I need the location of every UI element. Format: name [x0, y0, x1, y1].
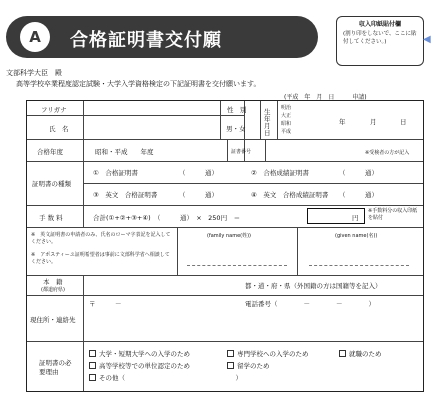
reason-study-abroad-checkbox[interactable]: [227, 362, 234, 369]
phone-number[interactable]: 電話番号（ － － ）: [245, 300, 375, 308]
reason-university-checkbox[interactable]: [89, 350, 96, 357]
birth-month-unit: 月: [370, 118, 377, 126]
application-form: [26, 100, 424, 392]
gender-label: 性 別: [227, 106, 247, 114]
reason-university-label: 大学・短期大学への入学のため: [99, 350, 190, 358]
reason-credit-checkbox[interactable]: [89, 362, 96, 369]
gender-options[interactable]: 男・女: [226, 125, 246, 133]
postal-code[interactable]: 〒 －: [89, 300, 122, 308]
given-name-label: (given name(名)): [335, 233, 378, 239]
reason-employment-label: 就職のため: [349, 350, 382, 358]
domicile-label: 本 籍: [43, 278, 63, 286]
certificate-type-label: 証明書の種類: [32, 180, 71, 188]
application-date: (平成 年 月 日 申請): [284, 94, 367, 101]
cert-option-2-count[interactable]: （ 通）: [339, 169, 378, 177]
domicile-sublabel: (都道府県): [41, 287, 65, 293]
fee-formula: 合計(①+②+③+④) （ 通） × 250円 ＝: [93, 214, 241, 222]
reason-label: 証明書の必要理由: [39, 359, 72, 377]
cert-option-2[interactable]: ② 合格成績証明書: [251, 169, 309, 177]
given-name-field[interactable]: [309, 265, 409, 266]
english-note-2: ※ アポスティーユ証明希望者は事前に文部科学省へ相談してください。: [31, 252, 170, 265]
domicile-value[interactable]: 都・道・府・県（外国籍の方は国籍等を記入）: [245, 282, 382, 290]
stamp-box-title: 収入印紙貼付欄: [358, 21, 401, 28]
pass-year-value[interactable]: 昭和・平成 年度: [95, 148, 154, 156]
birth-day-unit: 日: [400, 118, 407, 126]
certificate-number-note: ※受検者の方が記入: [365, 150, 410, 156]
furigana-label: フリガナ: [41, 106, 67, 114]
family-name-label: (family name(姓)): [207, 233, 252, 239]
section-letter-badge: A: [20, 22, 50, 52]
name-label: 氏 名: [49, 125, 69, 133]
era-taisho[interactable]: 大正: [281, 113, 292, 119]
reason-other-checkbox[interactable]: [89, 374, 96, 381]
fee-note: ※手数料分の収入印紙を貼付: [368, 208, 418, 221]
fee-label: 手 数 料: [39, 214, 63, 222]
era-showa[interactable]: 昭和: [281, 121, 292, 127]
certificate-number-label: 証書番号: [231, 149, 252, 155]
reason-employment-checkbox[interactable]: [339, 350, 346, 357]
era-heisei[interactable]: 平成: [281, 129, 292, 135]
stamp-box-note: (割り印をしないで、ここに貼付してください。): [343, 31, 417, 45]
reason-credit-label: 高等学校等での単位認定のため: [99, 362, 190, 370]
form-title: 合格証明書交付願: [70, 30, 222, 51]
cert-option-3[interactable]: ③ 英文 合格証明書: [93, 191, 158, 199]
address-label: 現住所・連絡先: [30, 316, 76, 324]
birth-date-label: 生年月日: [264, 108, 271, 138]
cert-option-4-count[interactable]: （ 通）: [339, 191, 378, 199]
cert-option-1-count[interactable]: （ 通）: [179, 169, 218, 177]
cert-option-3-count[interactable]: （ 通）: [179, 191, 218, 199]
cert-option-1[interactable]: ① 合格証明書: [93, 169, 138, 177]
arrow-left-icon: ◀: [423, 34, 431, 45]
fee-unit: 円: [352, 214, 359, 222]
request-statement: 高等学校卒業程度認定試験・大学入学資格検定の下記証明書を交付願います。: [16, 80, 261, 88]
revenue-stamp-box: [336, 16, 424, 66]
reason-other-label: その他（ ）: [99, 374, 242, 382]
addressee: 文部科学大臣 殿: [6, 69, 62, 77]
birth-year-unit: 年: [339, 118, 346, 126]
pass-year-label: 合格年度: [37, 148, 63, 156]
family-name-field[interactable]: [187, 265, 287, 266]
era-meiji[interactable]: 明治: [281, 105, 292, 111]
english-note-1: ※ 英文証明書の申請者のみ、氏名のローマ字表記を記入してください。: [31, 232, 171, 245]
reason-vocational-label: 専門学校への入学のため: [237, 350, 309, 358]
reason-vocational-checkbox[interactable]: [227, 350, 234, 357]
reason-study-abroad-label: 留学のため: [237, 362, 270, 370]
cert-option-4[interactable]: ④ 英文 合格成績証明書: [251, 191, 329, 199]
